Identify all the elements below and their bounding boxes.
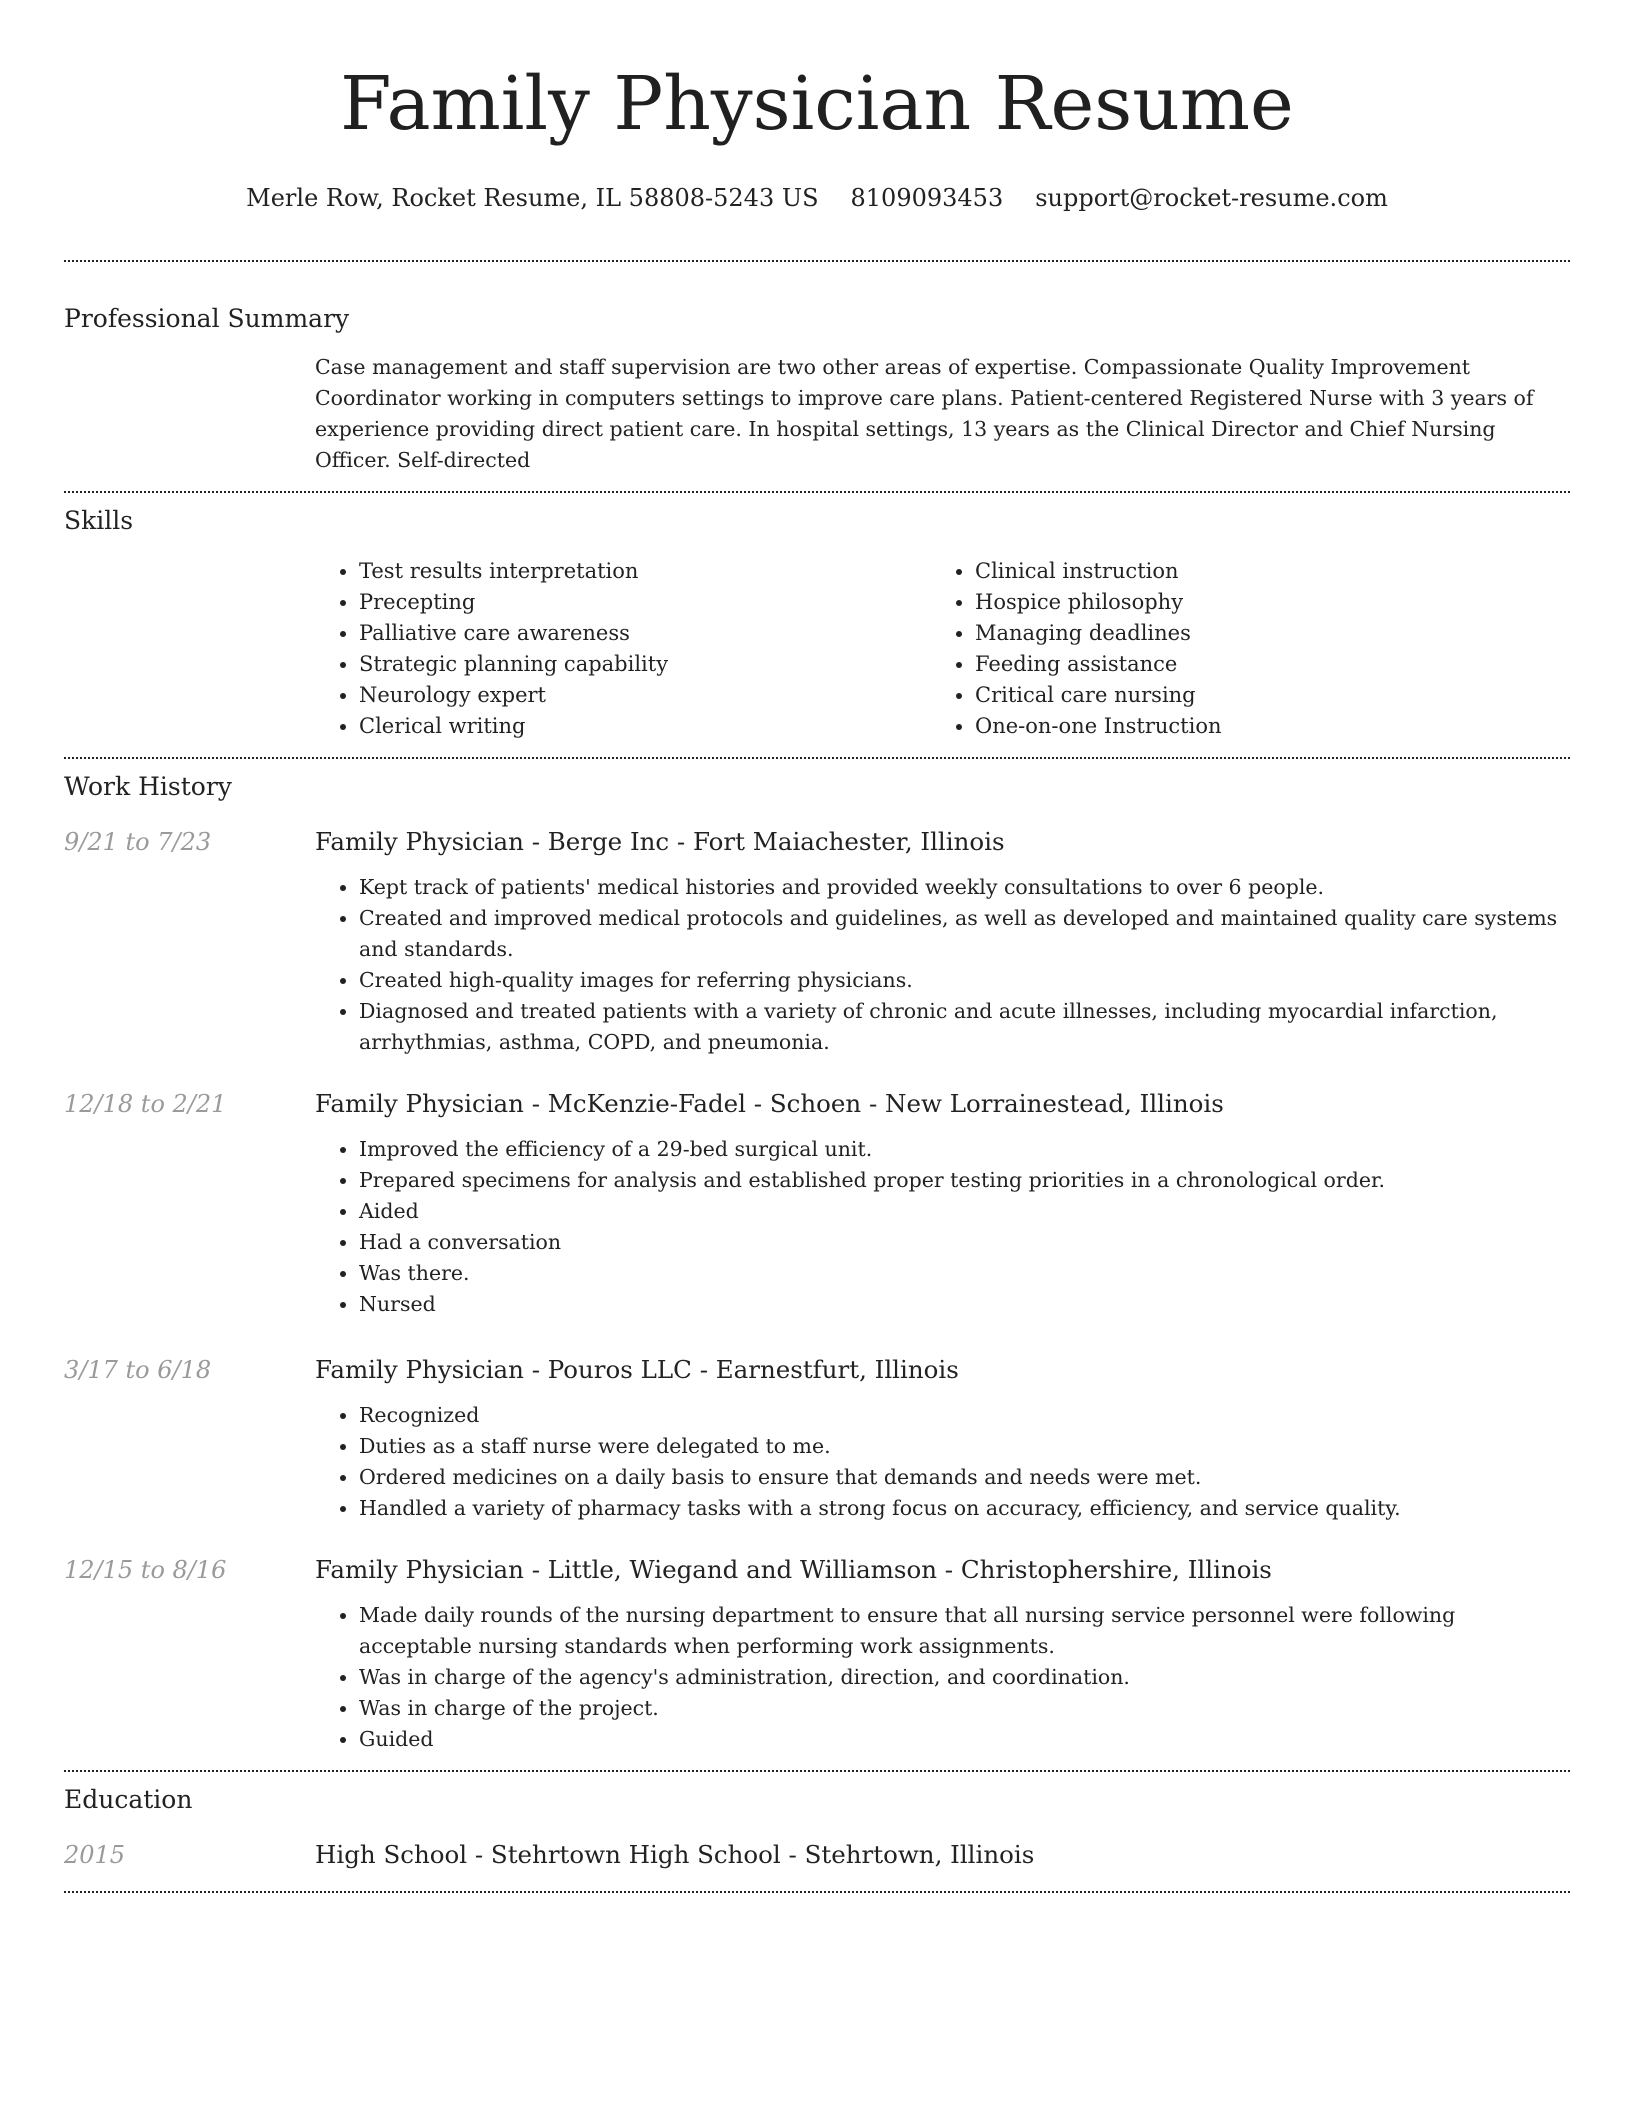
job-bullet: • Diagnosed and treated patients with a variety of chronic and acute illnesses, including myocardial infarction, arrhythmias, asthma, COPD, and pneumonia. bbox=[359, 996, 1570, 1058]
job-bullet: • Made daily rounds of the nursing department to ensure that all nursing service personnel were following acceptable nursing standards when performing work assignments. bbox=[359, 1600, 1570, 1662]
contact-email: support@rocket-resume.com bbox=[1035, 184, 1388, 212]
work-section bbox=[64, 770, 1570, 1755]
job-bullet: • Guided bbox=[359, 1724, 1570, 1755]
skill-item: • Palliative care awareness bbox=[359, 618, 931, 649]
divider bbox=[64, 1891, 1570, 1893]
job-bullets bbox=[315, 1600, 1570, 1755]
job-bullet: • Kept track of patients' medical histories and provided weekly consultations to over 6 people. bbox=[359, 872, 1570, 903]
job-bullet: • Was in charge of the agency's administration, direction, and coordination. bbox=[359, 1662, 1570, 1693]
job-entry bbox=[64, 826, 1570, 1058]
skill-item: • Strategic planning capability bbox=[359, 649, 931, 680]
summary-heading: Professional Summary bbox=[64, 304, 350, 333]
job-bullet: • Was there. bbox=[359, 1258, 1570, 1289]
skill-item: • Hospice philosophy bbox=[975, 587, 1221, 618]
skill-item: • Neurology expert bbox=[359, 680, 931, 711]
job-bullet: • Improved the efficiency of a 29-bed surgical unit. bbox=[359, 1134, 1570, 1165]
job-bullet: • Nursed bbox=[359, 1289, 1570, 1320]
skill-item: • Critical care nursing bbox=[975, 680, 1221, 711]
job-bullet: • Was in charge of the project. bbox=[359, 1693, 1570, 1724]
job-bullet: • Created and improved medical protocols and guidelines, as well as developed and maintained quality care systems and standards. bbox=[359, 903, 1570, 965]
divider bbox=[64, 757, 1570, 759]
job-bullet: • Prepared specimens for analysis and established proper testing priorities in a chronological order. bbox=[359, 1165, 1570, 1196]
contact-address: Merle Row, Rocket Resume, IL 58808-5243 US bbox=[246, 184, 819, 212]
job-date: 12/15 to 8/16 bbox=[64, 1556, 227, 1584]
skill-item: • One-on-one Instruction bbox=[975, 711, 1221, 742]
education-title: High School - Stehrtown High School - Stehrtown, Illinois bbox=[315, 1840, 1035, 1869]
resume-title: Family Physician Resume bbox=[340, 61, 1294, 147]
skill-item: • Feeding assistance bbox=[975, 649, 1221, 680]
skill-item: • Managing deadlines bbox=[975, 618, 1221, 649]
divider bbox=[64, 491, 1570, 493]
job-bullet: • Handled a variety of pharmacy tasks with a strong focus on accuracy, efficiency, and service quality. bbox=[359, 1493, 1570, 1524]
education-date: 2015 bbox=[64, 1841, 126, 1869]
summary-text: Case management and staff supervision are two other areas of expertise. Compassionate Quality Improvement Coordinator working in computers settings to improve care plans. Patient-centered Registered Nurse with 3 years of experience providing direct patient care. In hospital settings, 13 years as the Clinical Director and Chief Nursing Officer. Self-directed bbox=[315, 355, 1534, 472]
skill-item: • Test results interpretation bbox=[359, 556, 931, 587]
contact-line bbox=[64, 182, 1570, 214]
work-heading: Work History bbox=[64, 772, 232, 801]
skill-item: • Clinical instruction bbox=[975, 556, 1221, 587]
job-bullet: • Duties as a staff nurse were delegated to me. bbox=[359, 1431, 1570, 1462]
divider bbox=[64, 1770, 1570, 1772]
job-title: Family Physician - Pouros LLC - Earnestfurt, Illinois bbox=[315, 1355, 959, 1384]
education-heading: Education bbox=[64, 1785, 193, 1814]
skills-list bbox=[315, 556, 1570, 742]
job-bullet: • Had a conversation bbox=[359, 1227, 1570, 1258]
job-date: 12/18 to 2/21 bbox=[64, 1090, 227, 1118]
skills-column-2 bbox=[931, 556, 1221, 742]
job-bullets bbox=[315, 872, 1570, 1058]
education-section bbox=[64, 1783, 1570, 1871]
job-bullet: • Created high-quality images for referring physicians. bbox=[359, 965, 1570, 996]
skill-item: • Clerical writing bbox=[359, 711, 931, 742]
divider bbox=[64, 260, 1570, 262]
job-date: 3/17 to 6/18 bbox=[64, 1356, 212, 1384]
skills-heading: Skills bbox=[64, 506, 134, 535]
job-bullets bbox=[315, 1134, 1570, 1320]
job-bullet: • Recognized bbox=[359, 1400, 1570, 1431]
job-bullets bbox=[315, 1400, 1570, 1524]
job-bullet: • Ordered medicines on a daily basis to ensure that demands and needs were met. bbox=[359, 1462, 1570, 1493]
job-date: 9/21 to 7/23 bbox=[64, 828, 212, 856]
education-entry bbox=[64, 1839, 1570, 1871]
skills-column-1 bbox=[315, 556, 931, 742]
job-entry bbox=[64, 1088, 1570, 1320]
job-title: Family Physician - Berge Inc - Fort Maiachester, Illinois bbox=[315, 827, 1005, 856]
skill-item: • Precepting bbox=[359, 587, 931, 618]
job-title: Family Physician - McKenzie-Fadel - Schoen - New Lorrainestead, Illinois bbox=[315, 1089, 1224, 1118]
contact-phone: 8109093453 bbox=[850, 184, 1004, 212]
summary-section bbox=[64, 302, 1570, 476]
job-entry bbox=[64, 1554, 1570, 1755]
job-bullet: • Aided bbox=[359, 1196, 1570, 1227]
job-entry bbox=[64, 1354, 1570, 1524]
job-title: Family Physician - Little, Wiegand and Williamson - Christophershire, Illinois bbox=[315, 1555, 1272, 1584]
resume-page bbox=[64, 0, 1570, 1893]
skills-section bbox=[64, 504, 1570, 742]
